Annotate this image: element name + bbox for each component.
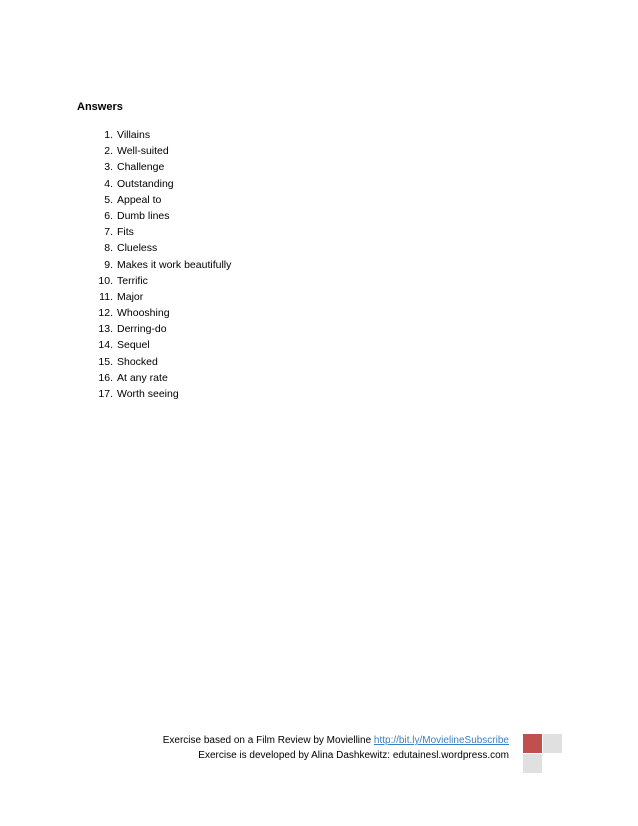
list-item: [90, 354, 231, 370]
list-item: [90, 192, 231, 208]
list-item-number: 8.: [104, 242, 113, 255]
list-item-number: 10.: [98, 274, 113, 287]
list-item: [90, 337, 231, 353]
list-item-text: Appeal to: [117, 193, 162, 206]
list-item-number: 1.: [104, 129, 113, 141]
list-item-text: Terrific: [117, 274, 148, 287]
footer-author-line: Exercise is developed by Alina Dashkewitz: edutainesl.wordpress.com: [198, 750, 509, 761]
list-item-number: 11.: [99, 290, 113, 303]
list-item: [90, 224, 231, 240]
list-item-number: 7.: [104, 226, 113, 239]
list-item: [90, 386, 231, 402]
subscribe-link[interactable]: http://bit.ly/MovielineSubscribe: [373, 735, 509, 746]
list-item-text: Makes it work beautifully: [117, 258, 232, 271]
list-item-number: 4.: [104, 177, 113, 190]
answer-list: [90, 127, 231, 402]
list-item: [90, 176, 231, 192]
list-item: [90, 127, 231, 143]
list-item: [90, 208, 231, 224]
footer-credit-line: [100, 733, 509, 748]
list-item: [90, 159, 231, 175]
list-item: [90, 143, 231, 159]
list-item: [90, 370, 231, 386]
list-item-text: Sequel: [117, 339, 150, 352]
list-item-text: Major: [117, 290, 144, 303]
list-item-number: 9.: [104, 258, 113, 271]
list-item-number: 14.: [98, 339, 113, 352]
list-item-number: 3.: [104, 161, 113, 174]
list-item-text: Worth seeing: [117, 388, 179, 400]
list-item-text: Dumb lines: [117, 209, 170, 222]
list-item-number: 15.: [98, 355, 113, 368]
list-item-text: Derring-do: [117, 323, 167, 336]
list-item-text: Whooshing: [117, 307, 170, 320]
decorative-gray-square: [543, 734, 562, 753]
list-item: [90, 305, 231, 321]
list-item-text: At any rate: [117, 371, 168, 384]
list-item: [90, 240, 231, 256]
list-item-number: 2.: [104, 145, 113, 158]
list-item: [90, 321, 231, 337]
list-item-text: Well-suited: [117, 145, 169, 158]
list-item-number: 6.: [104, 209, 113, 222]
list-item: [90, 273, 231, 289]
list-item-text: Outstanding: [117, 177, 174, 190]
list-item-text: Fits: [117, 226, 134, 239]
list-item: [90, 289, 231, 305]
footer-credit-text: Exercise based on a Film Review by Movielline: [162, 735, 374, 746]
page-footer: [100, 733, 509, 763]
answers-heading: Answers: [77, 101, 123, 113]
list-item-number: 17.: [98, 388, 113, 400]
list-item-number: 5.: [104, 193, 113, 206]
list-item-text: Villains: [117, 129, 151, 141]
decorative-gray-square: [523, 754, 542, 773]
list-item-text: Clueless: [117, 242, 158, 255]
list-item-number: 16.: [98, 371, 113, 384]
list-item-number: 13.: [98, 323, 113, 336]
list-item: [90, 257, 231, 273]
list-item-number: 12.: [98, 307, 113, 320]
decorative-red-square: [523, 734, 542, 753]
list-item-text: Challenge: [117, 161, 165, 174]
list-item-text: Shocked: [117, 355, 158, 368]
